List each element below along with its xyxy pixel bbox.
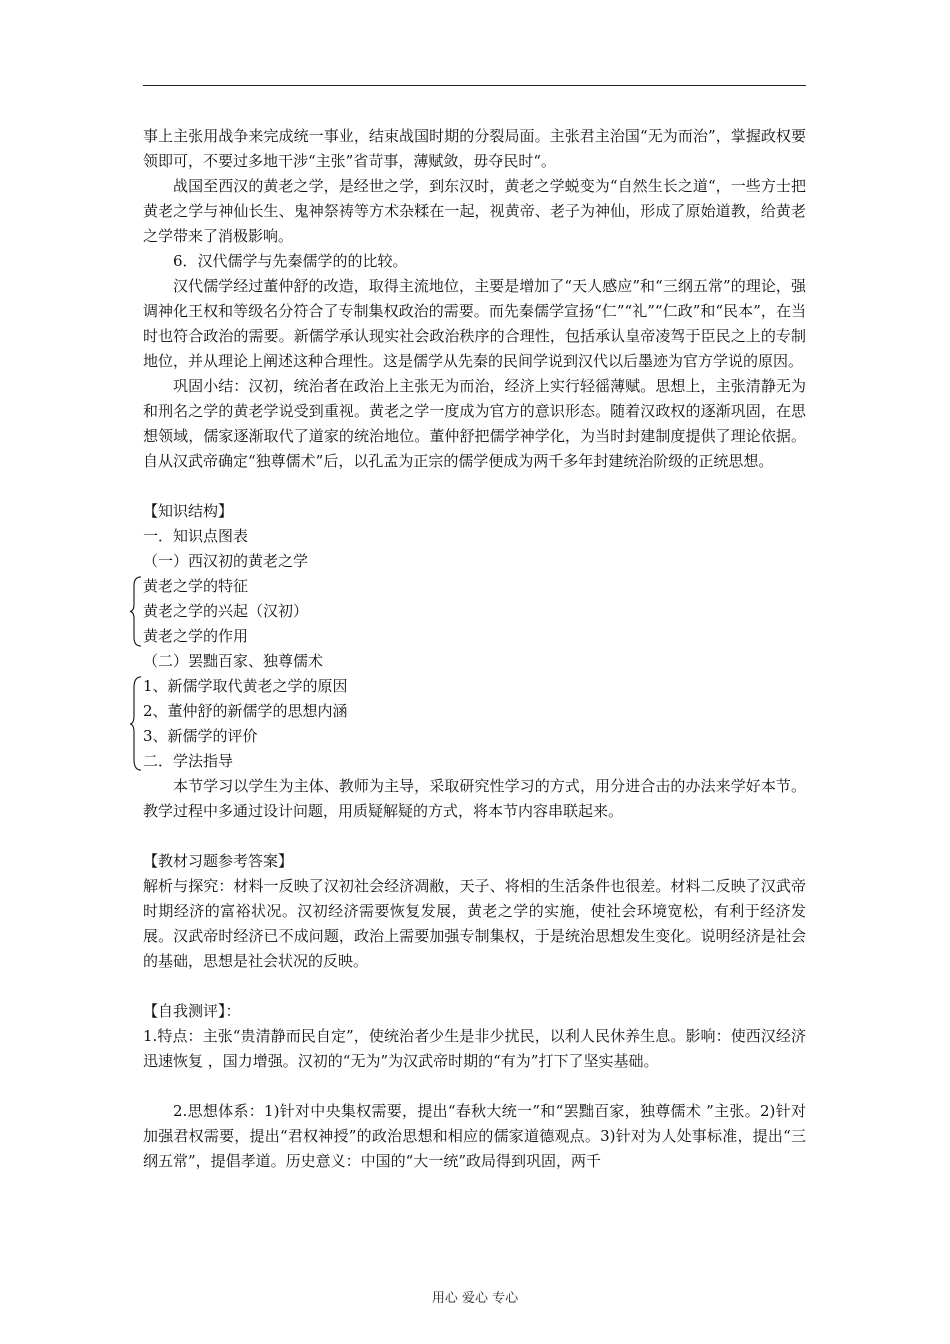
outline-item: 黄老之学的兴起（汉初） <box>143 602 309 620</box>
section-heading: 【教材习题参考答案】 <box>143 852 294 870</box>
section-heading: 【自我测评】： <box>143 1002 241 1020</box>
outline-level-1: 一．知识点图表 <box>143 527 249 545</box>
brace-icon <box>130 576 142 647</box>
outline-level-2: （一）西汉初的黄老之学 <box>143 552 309 570</box>
brace-icon <box>130 676 142 771</box>
outline-group-2 <box>143 674 806 749</box>
paragraph: 战国至西汉的黄老之学，是经世之学，到东汉时，黄老之学蜕变为“自然生长之道“，一些方士把黄老之学与神仙长生、鬼神祭祷等方术杂糅在一起，视黄帝、老子为神仙，形成了原始道教，给黄老之学带来了消极影响。 <box>143 177 806 245</box>
paragraph: 解析与探究：材料一反映了汉初社会经济凋敝，天子、将相的生活条件也很差。材料二反映了汉武帝时期经济的富裕状况。汉初经济需要恢复发展，黄老之学的实施，使社会环境宽松，有利于经济发展。汉武帝时经济已不成问题，政治上需要加强专制集权，于是统治思想发生变化。说明经济是社会的基础，思想是社会状况的反映。 <box>143 877 806 970</box>
outline-item: 黄老之学的作用 <box>143 627 249 645</box>
outline-level-1: 二．学法指导 <box>143 752 234 770</box>
outline-item: 2、董仲舒的新儒学的思想内涵 <box>143 702 348 720</box>
paragraph: 事上主张用战争来完成统一事业，结束战国时期的分裂局面。主张君主治国“无为而治”，掌握政权要领即可，不要过多地干涉“主张”省苛事，薄赋敛，毋夺民时“。 <box>143 127 806 170</box>
outline-level-2: （二）罢黜百家、独尊儒术 <box>143 652 324 670</box>
paragraph: 1.特点：主张“贵清静而民自定”，使统治者少生是非少扰民，以利人民休养生息。影响：使西汉经济迅速恢复 ，国力增强。汉初的“无为”为汉武帝时期的“有为”打下了坚实基础。 <box>143 1027 806 1070</box>
page-footer: 用心 爱心 专心 <box>431 1291 519 1306</box>
paragraph: 6．汉代儒学与先秦儒学的的比较。 <box>173 252 408 270</box>
header-rule <box>143 85 806 86</box>
paragraph: 2.思想体系：1)针对中央集权需要，提出“春秋大统一”和“罢黜百家，独尊儒术 ”主张。2)针对加强君权需要，提出“君权神授”的政治思想和相应的儒家道德观点。3)针对为人处事标准，提出“三纲五常”，提倡孝道。历史意义：中国的“大一统”政局得到巩固，两千 <box>143 1102 806 1170</box>
paragraph: 汉代儒学经过董仲舒的改造，取得主流地位，主要是增加了“天人感应”和“三纲五常”的理论，强调神化王权和等级名分符合了专制集权政治的需要。而先秦儒学宣扬“仁”“礼”“仁政”和“民本”，在当时也符合政治的需要。新儒学承认现实社会政治秩序的合理性，包括承认皇帝凌驾于臣民之上的专制地位，并从理论上阐述这种合理性。这是儒学从先秦的民间学说到汉代以后墨迹为官方学说的原因。 <box>143 277 806 370</box>
outline-item: 1、新儒学取代黄老之学的原因 <box>143 677 348 695</box>
outline-item: 黄老之学的特征 <box>143 577 249 595</box>
paragraph: 本节学习以学生为主体、教师为主导，采取研究性学习的方式，用分进合击的办法来学好本节。教学过程中多通过设计问题，用质疑解疑的方式，将本节内容串联起来。 <box>143 777 806 820</box>
document-body <box>143 124 806 1174</box>
paragraph: 巩固小结：汉初，统治者在政治上主张无为而治，经济上实行轻徭薄赋。思想上，主张清静无为和刑名之学的黄老学说受到重视。黄老之学一度成为官方的意识形态。随着汉政权的逐渐巩固，在思想领域，儒家逐渐取代了道家的统治地位。董仲舒把儒学神学化，为当时封建制度提供了理论依据。自从汉武帝确定“独尊儒术”后，以孔孟为正宗的儒学便成为两千多年封建统治阶级的正统思想。 <box>143 377 806 470</box>
section-heading: 【知识结构】 <box>143 502 234 520</box>
outline-group-1 <box>143 574 806 649</box>
outline-item: 3、新儒学的评价 <box>143 727 258 745</box>
